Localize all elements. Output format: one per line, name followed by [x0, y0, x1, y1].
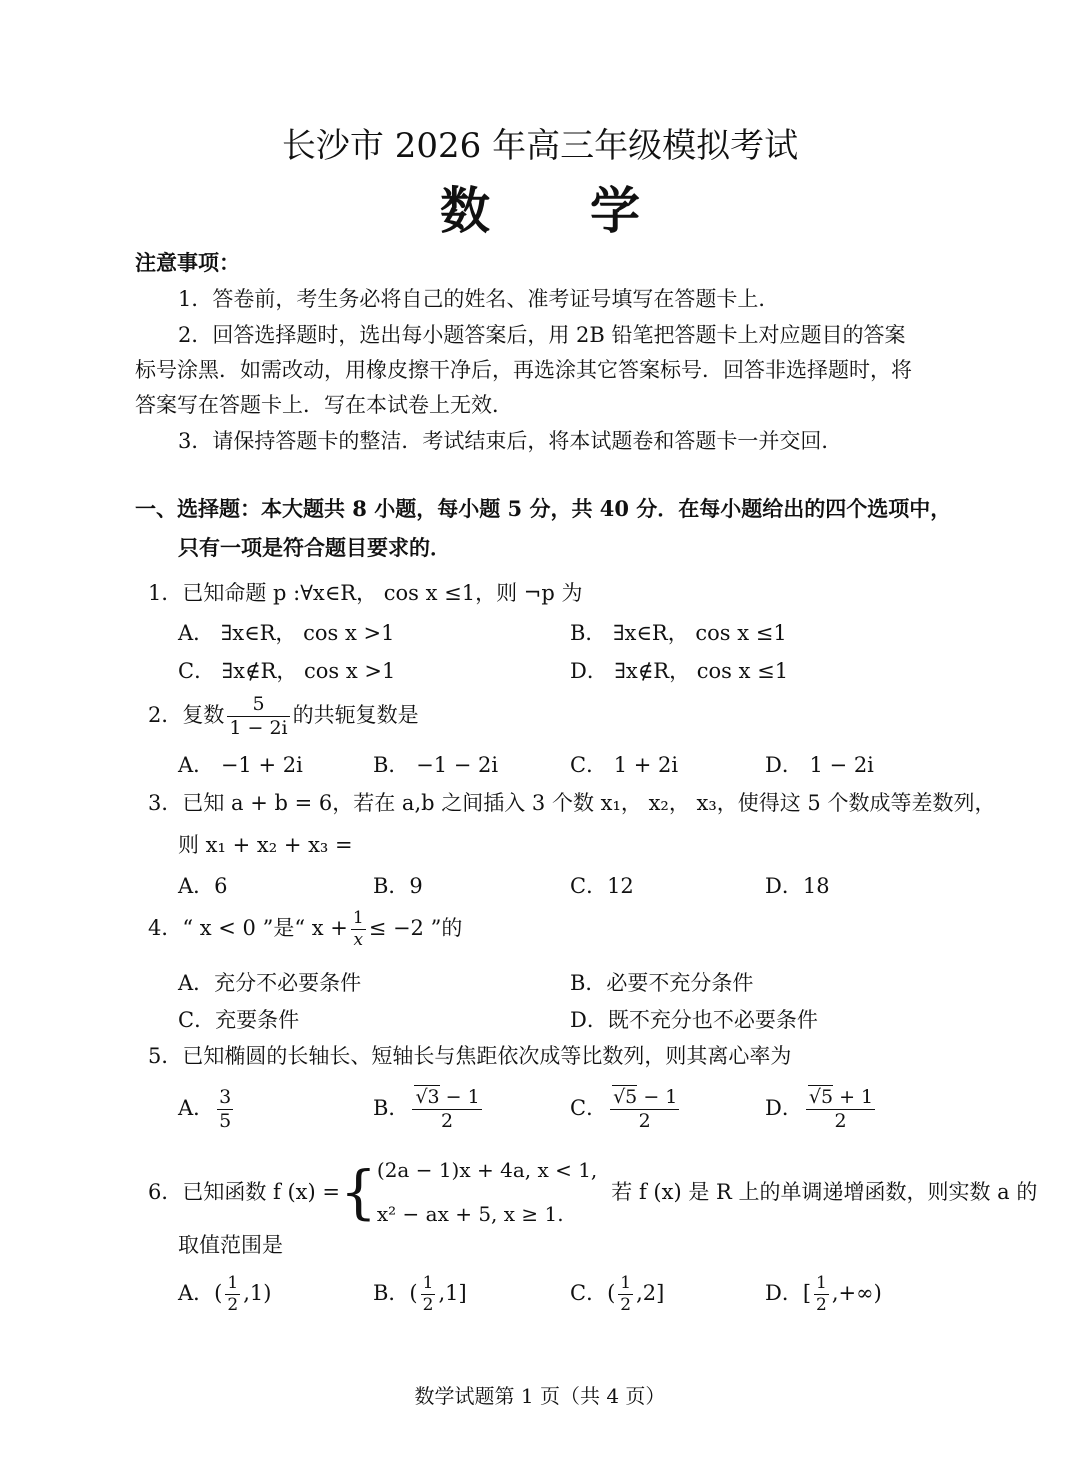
page-footer: 数学试题第 1 页（共 4 页）	[414, 1384, 666, 1408]
q2-fraction	[227, 695, 289, 738]
q4-prefix: 4．“ x < 0 ”是“ x +	[148, 916, 348, 940]
q2-numerator: 5	[227, 695, 289, 717]
q4-option-c: C．充要条件	[178, 1008, 300, 1032]
q5-option-d-denominator: 2	[834, 1110, 847, 1132]
subject-title: 数 学	[440, 181, 640, 240]
q5-option-c	[570, 1088, 682, 1131]
q6-option-d-fraction	[814, 1275, 829, 1314]
notice-heading: 注意事项：	[135, 250, 240, 275]
q6-option-a-label: A．(	[178, 1281, 223, 1305]
q3-stem-line-2: 则 x₁ + x₂ + x₃ =	[178, 833, 353, 857]
q6-option-c	[570, 1275, 664, 1314]
q1-option-a: A． ∃x∈R， cos x >1	[178, 621, 395, 645]
q3-option-c: C．12	[570, 874, 634, 898]
q6-option-d-tail: ,+∞)	[831, 1281, 882, 1305]
q5-option-a-denominator: 5	[219, 1110, 232, 1132]
q5-option-d-label: D．	[765, 1096, 803, 1120]
q2-option-c: C． 1 + 2i	[570, 753, 679, 777]
q2-suffix: 的共轭复数是	[292, 703, 419, 727]
notice-item-3: 3．请保持答题卡的整洁．考试结束后，将本试题卷和答题卡一并交回．	[178, 429, 843, 453]
q4-stem	[148, 910, 462, 949]
q6-stem-line-2: 取值范围是	[178, 1233, 283, 1257]
q3-stem: 3．已知 a + b = 6，若在 a,b 之间插入 3 个数 x₁， x₂， x₃，使得这 5 个数成等差数列，	[148, 791, 996, 815]
q6-option-c-fraction	[618, 1275, 633, 1314]
q3-option-d: D．18	[765, 874, 830, 898]
q2-denominator: 1 − 2i	[229, 717, 288, 739]
q3-option-a: A．6	[178, 874, 228, 898]
q5-option-c-label: C．	[570, 1096, 608, 1120]
q6-prefix: 6．已知函数 f (x) =	[148, 1180, 340, 1204]
q5-option-a-label: A．	[178, 1096, 215, 1120]
q5-option-d-fraction	[806, 1088, 875, 1131]
q5-option-d-root: √5	[808, 1086, 834, 1108]
q2-prefix: 2．复数	[148, 703, 225, 727]
notice-item-2-line-3: 答案写在答题卡上．写在本试卷上无效．	[135, 393, 513, 417]
q6-option-b-tail: ,1]	[438, 1281, 467, 1305]
q6-stem	[148, 1148, 1037, 1236]
q1-option-c: C． ∃x∉R， cos x >1	[178, 659, 396, 683]
q4-option-a: A．充分不必要条件	[178, 971, 362, 995]
q2-option-d: D． 1 − 2i	[765, 753, 874, 777]
q5-option-c-root: √5	[613, 1086, 638, 1108]
q5-option-b-fraction	[412, 1088, 481, 1131]
q6-option-c-tail: ,2]	[636, 1281, 665, 1305]
q5-option-b-numerator	[412, 1088, 481, 1110]
q6-option-a-numerator: 1	[227, 1273, 239, 1293]
q5-option-d	[765, 1088, 878, 1131]
q6-option-a	[178, 1275, 271, 1314]
q3-option-b: B．9	[373, 874, 423, 898]
q6-brace: {	[339, 1158, 377, 1226]
q6-option-c-numerator: 1	[620, 1273, 632, 1293]
q6-option-a-tail: ,1)	[243, 1281, 272, 1305]
q4-fraction	[351, 910, 366, 949]
q5-option-c-fraction	[610, 1088, 679, 1131]
notice-item-2-line-2: 标号涂黑．如需改动，用橡皮擦干净后，再选涂其它答案标号．回答非选择题时，将	[135, 358, 912, 382]
q6-option-b-label: B．(	[373, 1281, 418, 1305]
q6-option-d-label: D．[	[765, 1281, 812, 1305]
q6-option-c-label: C．(	[570, 1281, 616, 1305]
q5-option-b	[373, 1088, 485, 1131]
q6-option-b-denominator: 2	[422, 1295, 434, 1315]
q4-numerator: 1	[352, 908, 364, 928]
q1-option-d: D． ∃x∉R， cos x ≤1	[570, 659, 789, 683]
q5-option-d-numerator	[806, 1088, 875, 1110]
q6-option-a-denominator: 2	[227, 1295, 239, 1315]
q2-option-b: B． −1 − 2i	[373, 753, 499, 777]
notice-item-2-line-1: 2．回答选择题时，选出每小题答案后，用 2B 铅笔把答题卡上对应题目的答案	[178, 323, 906, 347]
q5-option-b-rest: − 1	[439, 1086, 480, 1108]
q2-option-a: A． −1 + 2i	[178, 753, 303, 777]
q2-stem	[148, 695, 419, 738]
q4-option-b: B．必要不充分条件	[570, 971, 754, 995]
q4-denominator: x	[353, 930, 364, 950]
q5-option-a	[178, 1088, 236, 1131]
section-heading-line-2: 只有一项是符合题目要求的．	[178, 535, 451, 560]
q6-option-d-numerator: 1	[816, 1273, 827, 1293]
q6-option-a-fraction	[225, 1275, 240, 1314]
q1-stem: 1．已知命题 p :∀x∈R， cos x ≤1，则 ¬p 为	[148, 581, 583, 605]
q6-case-1: (2a − 1)x + 4a, x < 1,	[376, 1158, 598, 1182]
q5-option-c-denominator: 2	[638, 1110, 651, 1132]
q5-option-a-fraction	[217, 1088, 233, 1131]
notice-item-1: 1．答卷前，考生务必将自己的姓名、准考证号填写在答题卡上．	[178, 287, 780, 311]
q5-option-a-numerator: 3	[219, 1086, 232, 1108]
exam-title: 长沙市 2026 年高三年级模拟考试	[281, 126, 799, 166]
q5-stem: 5．已知椭圆的长轴长、短轴长与焦距依次成等比数列，则其离心率为	[148, 1044, 792, 1068]
q6-option-c-denominator: 2	[620, 1295, 632, 1315]
section-heading-line-1: 一、选择题：本大题共 8 小题，每小题 5 分，共 40 分．在每小题给出的四个选项中，	[135, 496, 952, 521]
q5-option-b-denominator: 2	[441, 1110, 454, 1132]
q6-option-d-denominator: 2	[816, 1295, 827, 1315]
q5-option-b-root: √3	[415, 1086, 440, 1108]
q4-option-d: D．既不充分也不必要条件	[570, 1008, 818, 1032]
q5-option-b-label: B．	[373, 1096, 410, 1120]
q5-option-c-numerator	[610, 1088, 679, 1110]
q6-suffix: 若 f (x) 是 R 上的单调递增函数，则实数 a 的	[611, 1180, 1038, 1204]
q1-option-b: B． ∃x∈R， cos x ≤1	[570, 621, 787, 645]
q5-option-d-rest: + 1	[833, 1086, 874, 1108]
q6-option-b	[373, 1275, 467, 1314]
q5-option-c-rest: − 1	[637, 1086, 678, 1108]
q6-option-b-fraction	[421, 1275, 436, 1314]
q6-option-b-numerator: 1	[422, 1273, 434, 1293]
q4-suffix: ≤ −2 ”的	[368, 916, 463, 940]
q6-case-2: x² − ax + 5, x ≥ 1.	[376, 1202, 564, 1226]
q6-option-d	[765, 1275, 882, 1314]
q6-cases	[377, 1148, 597, 1236]
